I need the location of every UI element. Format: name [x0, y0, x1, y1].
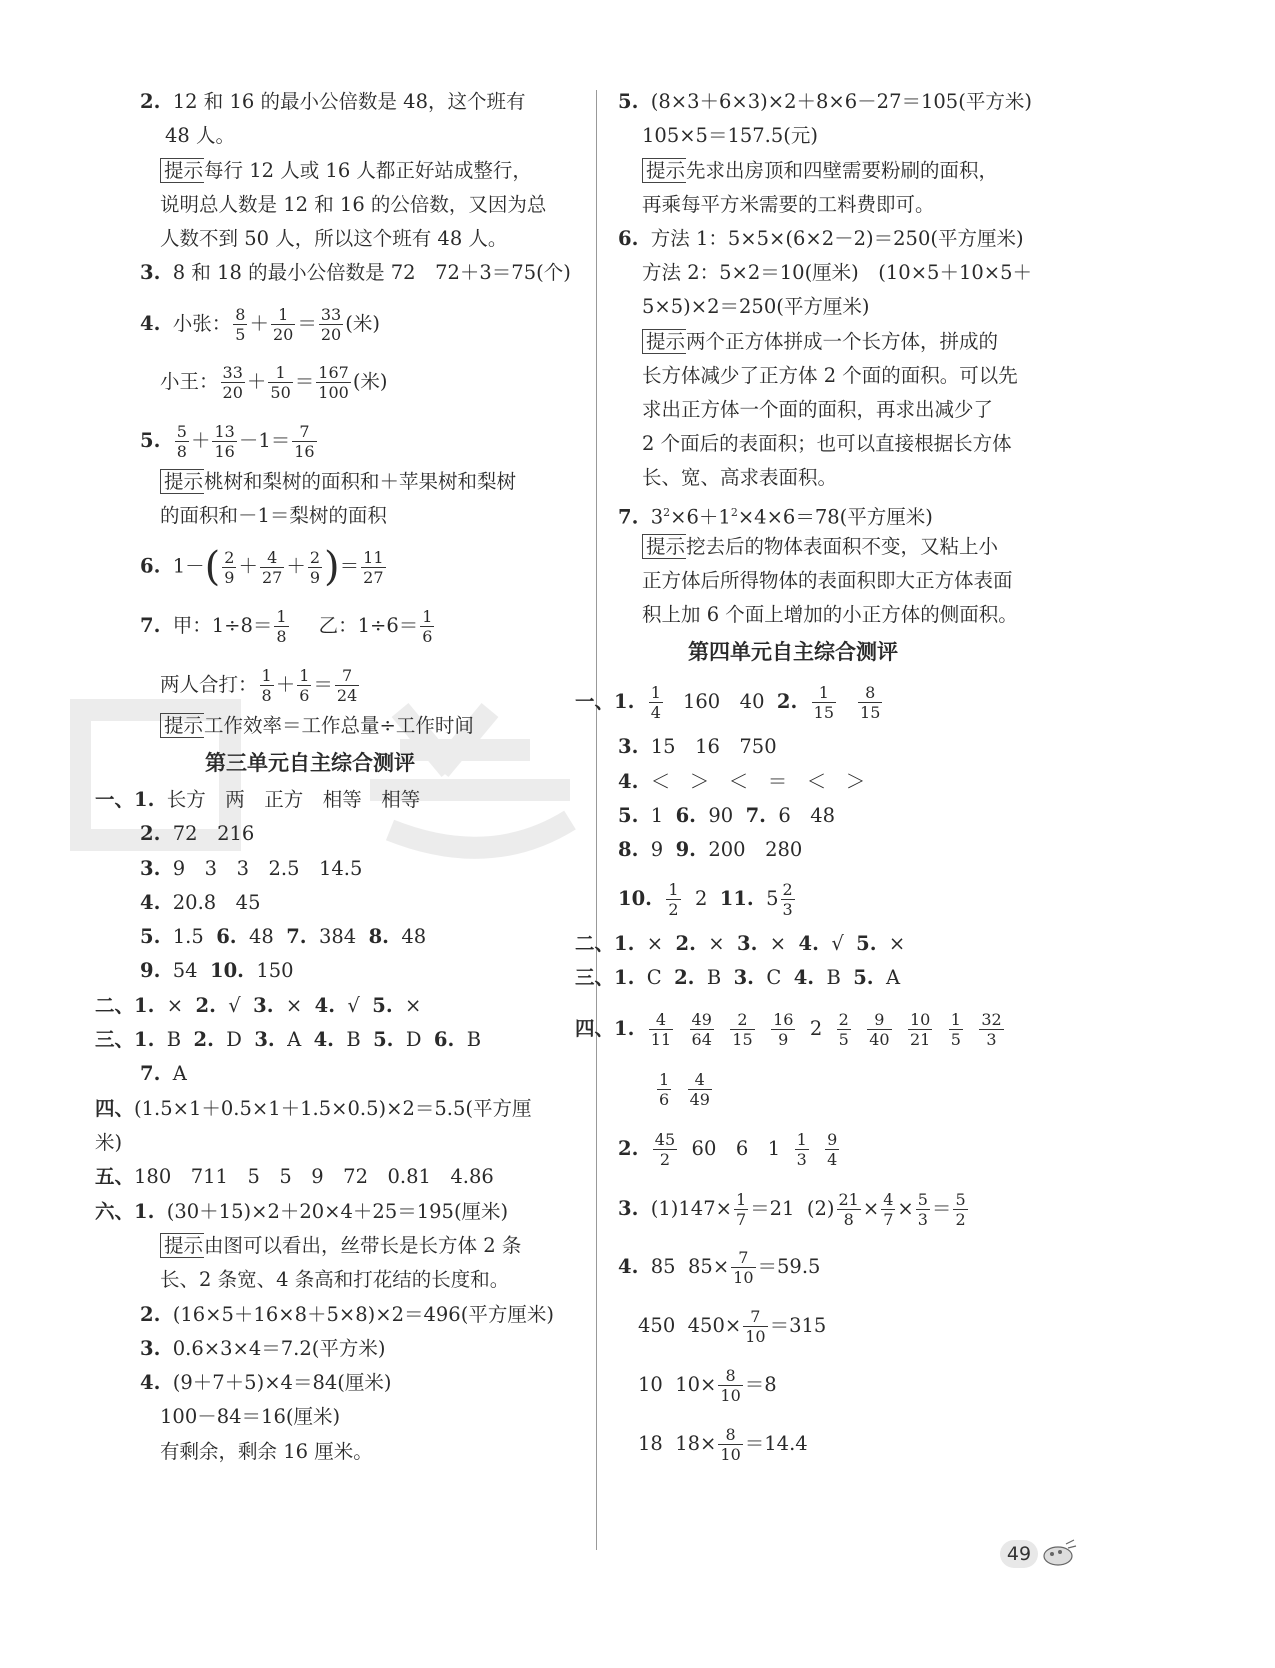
right-q6-tip-line: 2 个面后的表面积；也可以直接根据长方体 — [642, 432, 1012, 455]
right-q7-tip-line: 积上加 6 个面上增加的小正方体的侧面积。 — [642, 603, 1018, 626]
s3: 三、1. B 2. D 3. A 4. B 5. D 6. B — [95, 1028, 482, 1051]
left-q4-wang: 小王： $\frac{33}{20}$ ＋ $\frac{1}{50}$ ＝ $\frac{167}{100}$ (米) — [160, 363, 388, 402]
r4-1: 四、1. $\frac{4}{11}$ $\frac{49}{64}$ $\frac{2}{15}$ $\frac{16}{9}$ 2 $\frac{2}{5}$ $\frac{9}{40}$ $\frac{10}{21}$ $\frac{1}{5}$ $\frac{32}{3}$ — [575, 1010, 1002, 1049]
r1-8-9: 8. 9 9. 200 280 — [618, 838, 803, 861]
s6-3: 3. 0.6×3×4＝7.2(平方米) — [140, 1337, 386, 1360]
right-q5-tip-line: 再乘每平方米需要的工料费即可。 — [642, 193, 935, 216]
r3: 三、1. C 2. B 3. C 4. B 5. A — [575, 966, 901, 989]
s1-9-10: 9. 54 10. 150 — [140, 959, 294, 982]
tip-label: 提示 — [642, 158, 686, 183]
left-q2-tip-line: 说明总人数是 12 和 16 的公倍数，又因为总 — [160, 193, 547, 216]
right-q5-line2: 105×5＝157.5(元) — [642, 124, 819, 147]
left-q2: 2. 12 和 16 的最小公倍数是 48，这个班有 — [140, 90, 526, 113]
r4-4-row: 4. 85 85× $\frac{7}{10}$ ＝59.5 — [618, 1248, 821, 1287]
r4-4-row: 10 10× $\frac{8}{10}$ ＝8 — [638, 1366, 777, 1405]
r2: 二、1. × 2. × 3. × 4. √ 5. × — [575, 932, 906, 955]
right-q6-tip: 提示两个正方体拼成一个长方体，拼成的 — [642, 328, 998, 356]
s6-1: 六、1. (30＋15)×2＋20×4＋25＝195(厘米) — [95, 1200, 509, 1223]
s1-2: 2. 72 216 — [140, 822, 255, 845]
left-q2-tip-line: 人数不到 50 人，所以这个班有 48 人。 — [160, 227, 508, 250]
s1-1: 一、1. 长方 两 正方 相等 相等 — [95, 788, 421, 811]
unit4-title: 第四单元自主综合测评 — [688, 640, 898, 664]
s1-4: 4. 20.8 45 — [140, 891, 261, 914]
left-q3: 3. 8 和 18 的最小公倍数是 72 72＋3＝75(个) — [140, 261, 571, 284]
right-q7: 7. $3^2\times 6+1^2\times 4\times 6=78$(平方厘米) — [618, 505, 933, 529]
s6-4-line3: 有剩余，剩余 16 厘米。 — [160, 1440, 373, 1463]
s6-4: 4. (9＋7＋5)×4＝84(厘米) — [140, 1371, 392, 1394]
r4-4-row: 450 450× $\frac{7}{10}$ ＝315 — [638, 1307, 827, 1346]
s4-cont: 米) — [95, 1131, 123, 1154]
column-divider — [596, 90, 597, 1550]
right-q6-line3: 5×5)×2＝250(平方厘米) — [642, 295, 870, 318]
left-q7-tip: 提示工作效率＝工作总量÷工作时间 — [160, 712, 474, 740]
tip-label: 提示 — [642, 534, 686, 559]
left-q5: 5. $\frac{5}{8}$ ＋ $\frac{13}{16}$ －1＝ $\frac{7}{16}$ — [140, 422, 315, 461]
r1-4: 4. ＜ ＞ ＜ ＝ ＜ ＞ — [618, 770, 866, 793]
tip-label: 提示 — [160, 158, 204, 183]
right-q5: 5. (8×3＋6×3)×2＋8×6－27＝105(平方米) — [618, 90, 1032, 113]
left-q5-tip: 提示桃树和梨树的面积和＋苹果树和梨树 — [160, 468, 516, 496]
s1-3: 3. 9 3 3 2.5 14.5 — [140, 857, 363, 880]
page-number: 49 — [1000, 1540, 1038, 1568]
r4-4-row: 18 18× $\frac{8}{10}$ ＝14.4 — [638, 1425, 808, 1464]
s1-5-8: 5. 1.5 6. 48 7. 384 8. 48 — [140, 925, 427, 948]
tip-label: 提示 — [160, 469, 204, 494]
tip-label: 提示 — [642, 329, 686, 354]
right-q6-tip-line: 长、宽、高求表面积。 — [642, 466, 838, 489]
s6-tip-line: 长、2 条宽、4 条高和打花结的长度和。 — [160, 1268, 510, 1291]
left-q2-cont: 48 人。 — [165, 124, 236, 147]
right-q6: 6. 方法 1：5×5×(6×2－2)＝250(平方厘米) — [618, 227, 1024, 250]
s4: 四、(1.5×1＋0.5×1＋1.5×0.5)×2＝5.5(平方厘 — [95, 1097, 532, 1120]
tip-label: 提示 — [160, 713, 204, 738]
s3-7: 7. A — [140, 1062, 187, 1085]
left-q7: 7. 甲：1÷8＝ $\frac{1}{8}$ 乙：1÷6＝ $\frac{1}{6}$ — [140, 607, 433, 646]
decorative-turtle-icon — [1040, 1538, 1080, 1568]
unit3-title: 第三单元自主综合测评 — [205, 751, 415, 775]
s2: 二、1. × 2. √ 3. × 4. √ 5. × — [95, 994, 422, 1017]
r1-10-11: 10. $\frac{1}{2}$ 2 11. 5 $\frac{2}{3}$ — [618, 880, 793, 919]
r1-3: 3. 15 16 750 — [618, 735, 777, 758]
right-q5-tip: 提示先求出房顶和四壁需要粉刷的面积， — [642, 157, 998, 185]
left-q2-tip: 提示每行 12 人或 16 人都正好站成整行， — [160, 157, 532, 185]
right-q6-tip-line: 求出正方体一个面的面积，再求出减少了 — [642, 398, 994, 421]
right-q7-tip-line: 正方体后所得物体的表面积即大正方体表面 — [642, 569, 1013, 592]
tip-label: 提示 — [160, 1233, 204, 1258]
r1-5-7: 5. 1 6. 90 7. 6 48 — [618, 804, 836, 827]
r1-1-2: 一、1. $\frac{1}{4}$ 160 40 2. $\frac{1}{15}$ $\frac{8}{15}$ — [575, 683, 881, 722]
s6-4-line2: 100－84＝16(厘米) — [160, 1405, 341, 1428]
left-q6: 6. 1－( $\frac{2}{9}$ ＋ $\frac{4}{27}$ ＋ $\frac{2}{9}$ )＝ $\frac{11}{27}$ — [140, 544, 384, 590]
right-q7-tip: 提示挖去后的物体表面积不变，又粘上小 — [642, 533, 998, 561]
r4-2: 2. $\frac{45}{2}$ 60 6 1 $\frac{1}{3}$ $\frac{9}{4}$ — [618, 1130, 838, 1169]
s6-tip: 提示由图可以看出，丝带长是长方体 2 条 — [160, 1232, 521, 1260]
s6-2: 2. (16×5＋16×8＋5×8)×2＝496(平方厘米) — [140, 1303, 554, 1326]
right-q6-tip-line: 长方体减少了正方体 2 个面的面积。可以先 — [642, 364, 1018, 387]
right-q6-line2: 方法 2：5×2＝10(厘米) (10×5＋10×5＋ — [642, 261, 1033, 284]
s5: 五、180 711 5 5 9 72 0.81 4.86 — [95, 1165, 494, 1188]
left-q5-tip-line: 的面积和－1＝梨树的面积 — [160, 504, 387, 527]
r4-1-cont: $\frac{1}{6}$ $\frac{4}{49}$ — [659, 1070, 710, 1109]
left-q7-both: 两人合打： $\frac{1}{8}$ ＋ $\frac{1}{6}$ ＝ $\frac{7}{24}$ — [160, 666, 358, 705]
r4-3: 3. (1)147× $\frac{1}{7}$ ＝21 (2) $\frac{21}{8}$ × $\frac{4}{7}$ × $\frac{5}{3}$ ＝ $\frac{5}{2}$ — [618, 1190, 966, 1229]
left-q4-zhang: 4. 小张： $\frac{8}{5}$ ＋ $\frac{1}{20}$ ＝ $\frac{33}{20}$ (米) — [140, 305, 380, 344]
